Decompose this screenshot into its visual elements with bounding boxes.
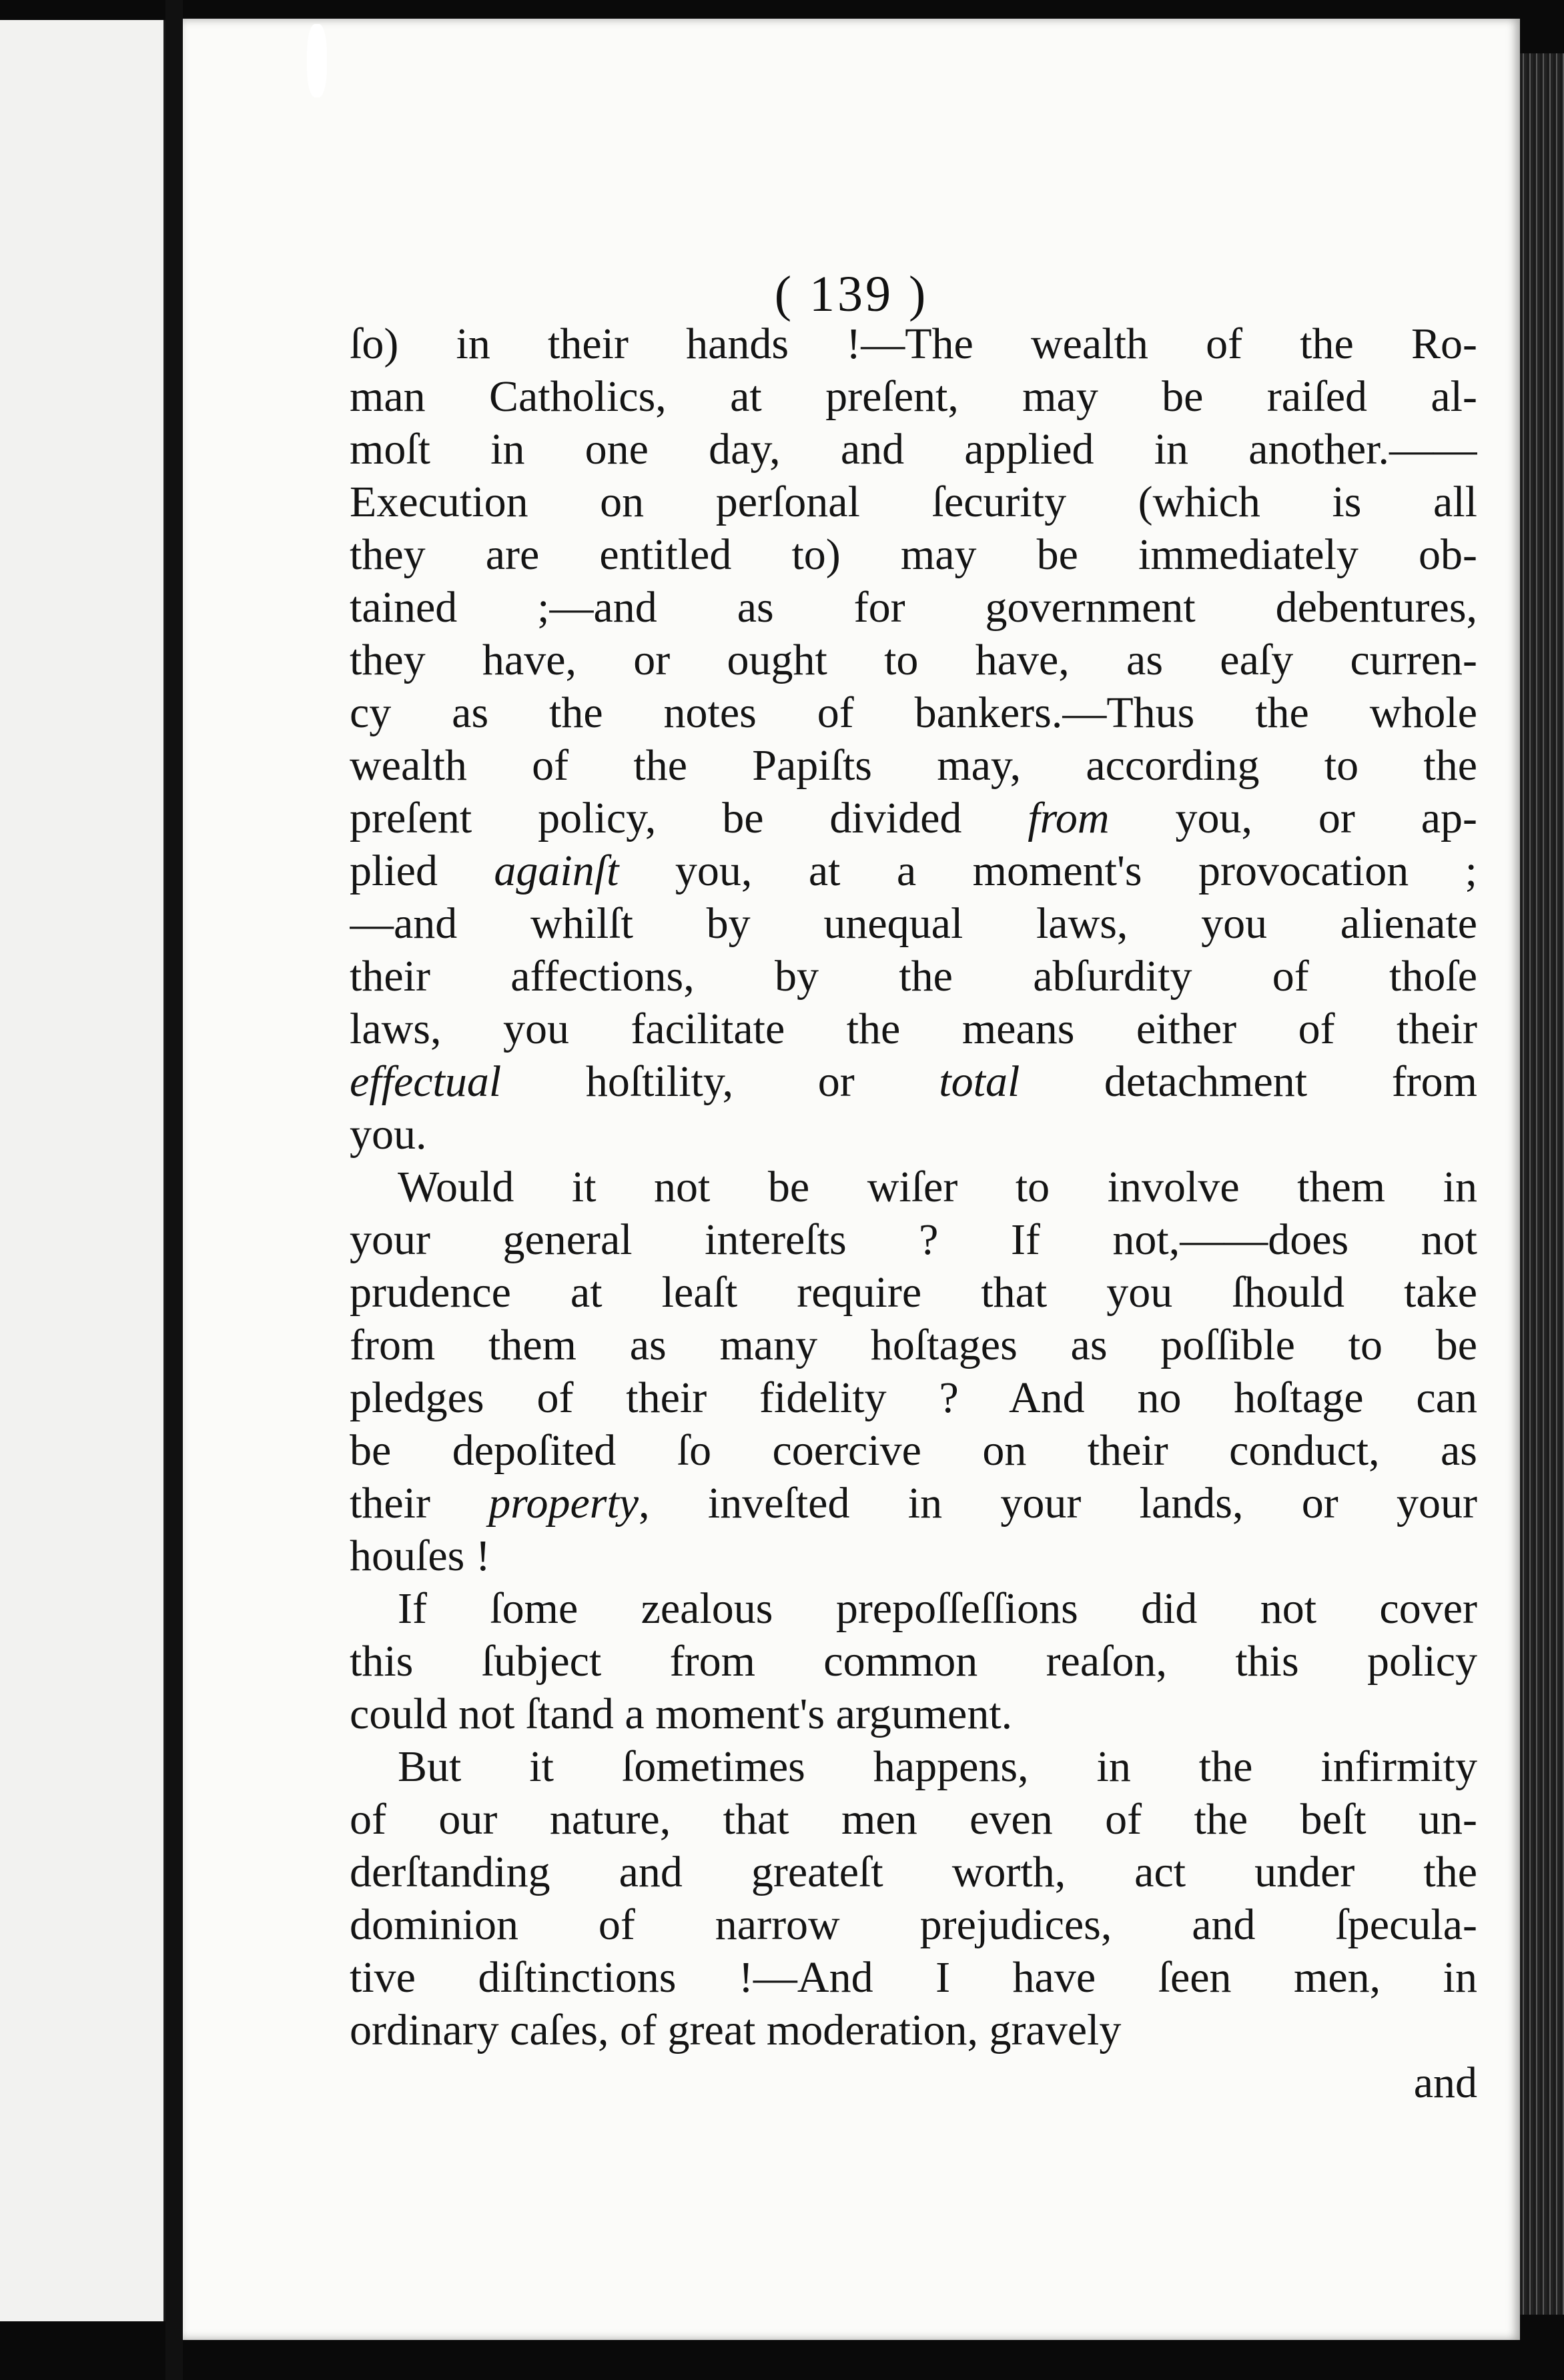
text-line: Would it not be wiſer to involve them in [398,1163,1477,1211]
text-line: plied againſt you, at a moment's provocation ; [350,846,1477,895]
facing-page-edge [0,20,165,2321]
text-line: their property, inveſted in your lands, or your [350,1479,1477,1528]
text-line: laws, you facilitate the means either of their [350,1005,1477,1053]
text-line: from them as many hoſtages as poſſible to be [350,1321,1477,1369]
catchword: and [1413,2058,1477,2107]
body-text [350,318,1477,2109]
text-line: —and whilſt by unequal laws, you alienate [350,899,1477,948]
text-line: pledges of their fidelity ? And no hoſtage can [350,1373,1477,1422]
text-line: derſtanding and greateſt worth, act under the [350,1848,1477,1896]
page-number: ( 139 ) [774,266,929,322]
text-line: tained ;—and as for government debentures, [350,583,1477,632]
text-line: wealth of the Papiſts may, according to the [350,741,1477,790]
scan-speck [307,24,327,97]
text-line: your general intereſts ? If not,——does not [350,1215,1477,1264]
text-line: you. [350,1110,427,1159]
text-line: houſes ! [350,1532,490,1580]
book-gutter [165,0,183,2380]
text-line: be depoſited ſo coercive on their conduct, as [350,1426,1477,1475]
text-line: they are entitled to) may be immediately ob- [350,530,1477,579]
text-line: tive diſtinctions !—And I have ſeen men, in [350,1953,1477,2002]
text-line: this ſubject from common reaſon, this policy [350,1637,1477,1686]
text-line: If ſome zealous prepoſſeſſions did not cover [398,1584,1477,1633]
page-stack-edge [1520,53,1564,2315]
text-line: cy as the notes of bankers.—Thus the whole [350,688,1477,737]
text-line: ordinary caſes, of great moderation, gravely [350,2006,1122,2054]
text-line: prudence at leaſt require that you ſhould take [350,1268,1477,1317]
text-line: dominion of narrow prejudices, and ſpecula- [350,1900,1477,1949]
scan-border [183,2340,1564,2380]
text-line: their affections, by the abſurdity of thoſe [350,952,1477,1001]
text-line: could not ſtand a moment's argument. [350,1690,1013,1738]
text-line: man Catholics, at preſent, may be raiſed al- [350,372,1477,421]
text-line: of our nature, that men even of the beſt un- [350,1795,1477,1844]
text-line: preſent policy, be divided from you, or ap- [350,794,1477,842]
text-line: effectual hoſtility, or total detachment from [350,1057,1477,1106]
book-page [183,19,1520,2340]
text-line: ſo) in their hands !—The wealth of the Ro- [350,320,1477,368]
text-line: Execution on perſonal ſecurity (which is all [350,478,1477,526]
text-line: But it ſometimes happens, in the infirmity [398,1742,1477,1791]
text-line: moſt in one day, and applied in another.—— [350,425,1477,474]
text-line: they have, or ought to have, as eaſy curren- [350,636,1477,684]
